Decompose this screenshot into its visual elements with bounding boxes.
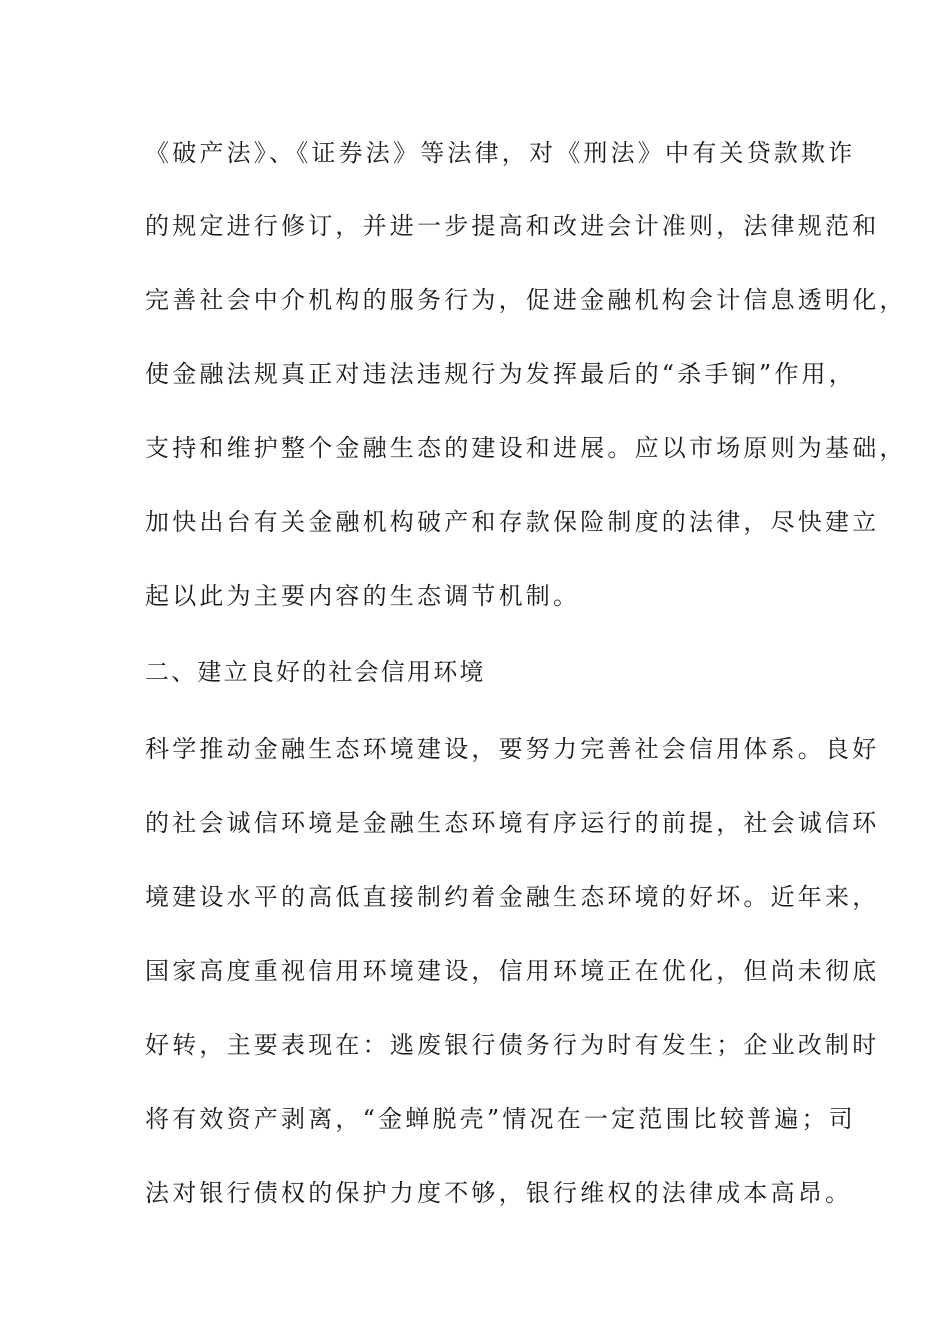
paragraph-1-line-2: 的规定进行修订，并进一步提高和改进会计准则，法律规范和 [145,212,880,240]
paragraph-2-line-2: 的社会诚信环境是金融生态环境有序运行的前提，社会诚信环 [145,809,880,837]
paragraph-2-line-1: 科学推动金融生态环境建设，要努力完善社会信用体系。良好 [145,735,880,763]
section-heading: 二、建立良好的社会信用环境 [145,658,486,686]
paragraph-2-line-5: 好转，主要表现在：逃废银行债务行为时有发生；企业改制时 [145,1031,880,1059]
paragraph-1-line-6: 加快出台有关金融机构破产和存款保险制度的法律，尽快建立 [145,508,880,536]
paragraph-1-line-5: 支持和维护整个金融生态的建设和进展。应以市场原则为基础， [145,434,907,462]
paragraph-2-line-4: 国家高度重视信用环境建设，信用环境正在优化，但尚未彻底 [145,957,880,985]
paragraph-2-line-7: 法对银行债权的保护力度不够，银行维权的法律成本高昂。 [145,1179,853,1207]
paragraph-1-line-3: 完善社会中介机构的服务行为，促进金融机构会计信息透明化， [145,286,907,314]
paragraph-1-line-4: 使金融法规真正对违法违规行为发挥最后的“杀手锏”作用， [145,360,856,388]
paragraph-2-line-3: 境建设水平的高低直接制约着金融生态环境的好坏。近年来， [145,883,880,911]
paragraph-1-line-1: 《破产法》、《证券法》等法律，对《刑法》中有关贷款欺诈 [145,139,856,167]
paragraph-2-line-6: 将有效资产剥离，“金蝉脱壳”情况在一定范围比较普遍；司 [145,1105,856,1133]
paragraph-1-line-7: 起以此为主要内容的生态调节机制。 [145,582,581,610]
